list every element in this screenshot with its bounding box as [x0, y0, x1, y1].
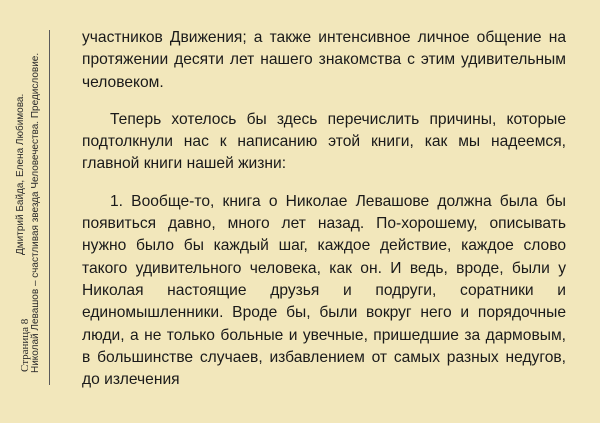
sidebar-divider — [49, 30, 50, 385]
paragraph-intro: Теперь хотелось бы здесь перечислить причины, которые подтолкнули нас к написанию этой книги, как мы надеемся, главной книги нашей жизни: — [82, 110, 566, 173]
paragraph-continuation: участников Движения; а также интенсивное личное общение на протяжении десяти лет нашего знакомства с этим удивительным человеком. — [82, 29, 566, 91]
page-body-text — [82, 27, 566, 406]
book-title: Николай Левашов – счастливая звезда Человечества. Предисловие. — [30, 52, 41, 373]
book-authors: Дмитрий Байда, Елена Любимова. — [15, 93, 26, 255]
page-number: Страница 8 — [19, 318, 31, 372]
page-sidebar — [8, 0, 50, 423]
paragraph-reason-1: 1. Вообще-то, книга о Николае Левашове должна была бы появиться давно, много лет назад. По-хорошему, описывать нужно было бы каждый шаг, каждое действие, каждое слово такого удивительного человека, как он. И ведь, вроде, были у Николая настоящие друзья и подруги, соратники и единомышленники. Вроде бы, были вокруг него и порядочные люди, а не только больные и увечные, пришедшие за дармовым, в большинстве случаев, избавлением от самых разных недугов, до излечения — [82, 192, 566, 389]
